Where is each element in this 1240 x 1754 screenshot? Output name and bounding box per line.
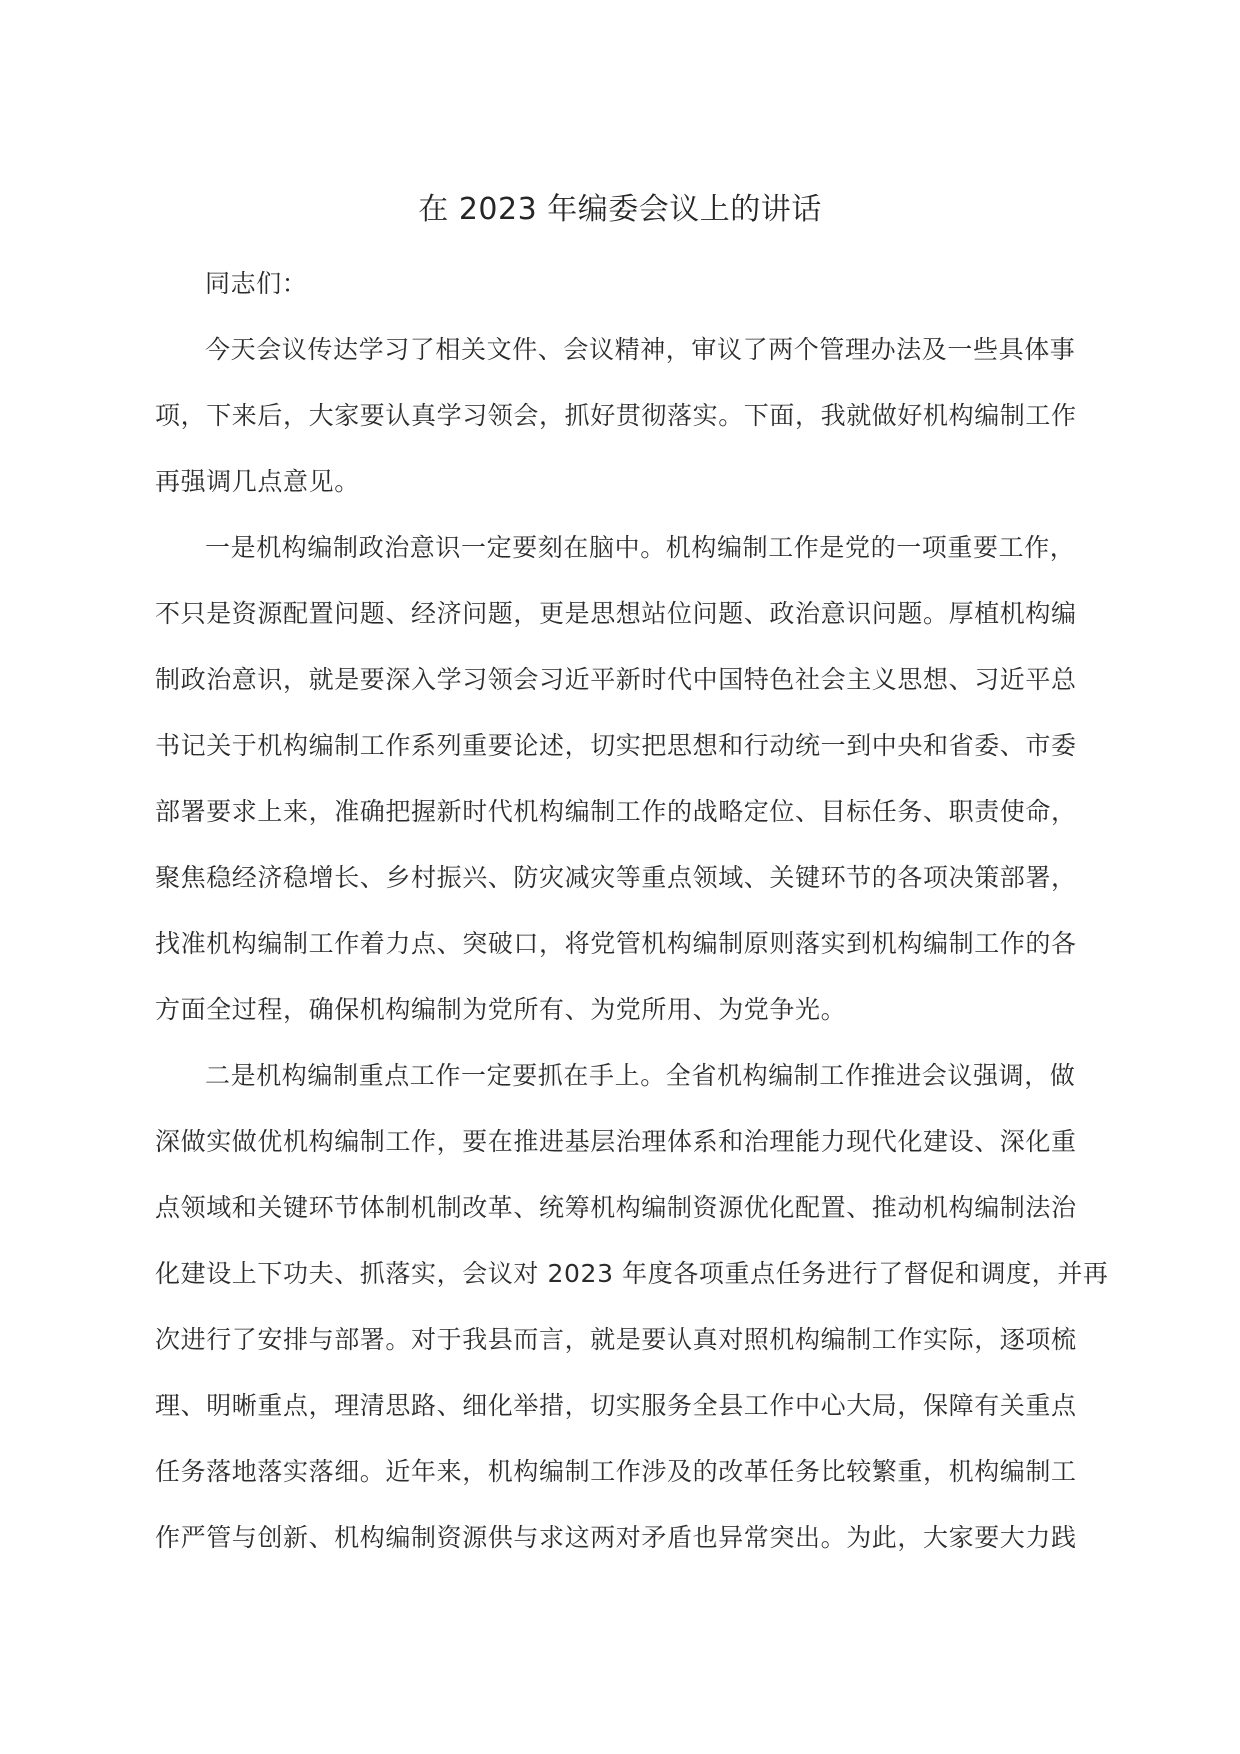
paragraph-line: 二是机构编制重点工作一定要抓在手上。全省机构编制工作推进会议强调，做 xyxy=(205,1061,1076,1090)
paragraph-line: 作严管与创新、机构编制资源供与求这两对矛盾也异常突出。为此，大家要大力践 xyxy=(155,1523,1077,1552)
paragraph-line: 点领域和关键环节体制机制改革、统筹机构编制资源优化配置、推动机构编制法治 xyxy=(155,1193,1077,1222)
paragraph-line: 次进行了安排与部署。对于我县而言，就是要认真对照机构编制工作实际，逐项梳 xyxy=(155,1325,1077,1354)
paragraph-line: 一是机构编制政治意识一定要刻在脑中。机构编制工作是党的一项重要工作， xyxy=(205,533,1076,562)
document-title: 在 2023 年编委会议上的讲话 xyxy=(418,192,822,227)
paragraph-line: 项，下来后，大家要认真学习领会，抓好贯彻落实。下面，我就做好机构编制工作 xyxy=(155,401,1077,430)
paragraph-line: 部署要求上来，准确把握新时代机构编制工作的战略定位、目标任务、职责使命， xyxy=(155,797,1077,826)
paragraph-line: 理、明晰重点，理清思路、细化举措，切实服务全县工作中心大局，保障有关重点 xyxy=(155,1391,1077,1420)
paragraph-line: 制政治意识，就是要深入学习领会习近平新时代中国特色社会主义思想、习近平总 xyxy=(155,665,1077,694)
paragraph-line: 再强调几点意见。 xyxy=(155,467,360,496)
paragraph-line: 深做实做优机构编制工作，要在推进基层治理体系和治理能力现代化建设、深化重 xyxy=(155,1127,1077,1156)
document-body xyxy=(155,259,1109,1579)
paragraph-line: 今天会议传达学习了相关文件、会议精神，审议了两个管理办法及一些具体事 xyxy=(205,335,1076,364)
salutation: 同志们： xyxy=(205,269,308,298)
paragraph-line: 聚焦稳经济稳增长、乡村振兴、防灾减灾等重点领域、关键环节的各项决策部署， xyxy=(155,863,1077,892)
paragraph-line: 找准机构编制工作着力点、突破口，将党管机构编制原则落实到机构编制工作的各 xyxy=(155,929,1077,958)
paragraph-line: 化建设上下功夫、抓落实，会议对 2023 年度各项重点任务进行了督促和调度，并再 xyxy=(155,1259,1109,1288)
paragraph-line: 不只是资源配置问题、经济问题，更是思想站位问题、政治意识问题。厚植机构编 xyxy=(155,599,1077,628)
paragraph-line: 任务落地落实落细。近年来，机构编制工作涉及的改革任务比较繁重，机构编制工 xyxy=(155,1457,1077,1486)
paragraph-line: 方面全过程，确保机构编制为党所有、为党所用、为党争光。 xyxy=(155,995,847,1024)
paragraph-line: 书记关于机构编制工作系列重要论述，切实把思想和行动统一到中央和省委、市委 xyxy=(155,731,1077,760)
